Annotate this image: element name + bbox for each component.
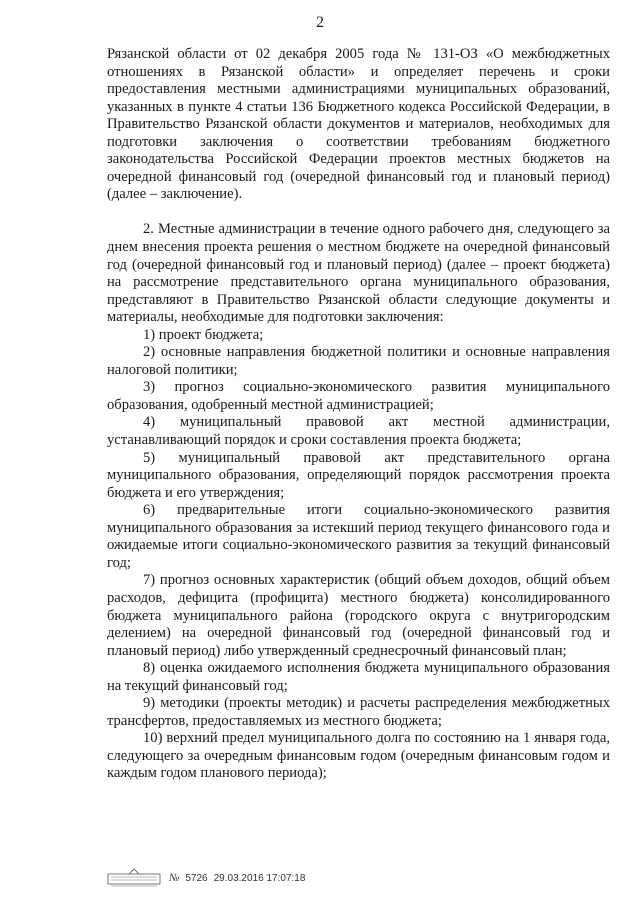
list-item-4: 4) муниципальный правовой акт местной администрации, устанавливающий порядок и сроки составления проекта бюджета; xyxy=(107,414,610,449)
paragraph-spacer xyxy=(107,204,610,222)
registration-number: 5726 xyxy=(185,872,208,884)
page-number: 2 xyxy=(316,14,324,31)
list-item-7: 7) прогноз основных характеристик (общий объем доходов, общий объем расходов, дефицита (профицита) местного бюджета) консолидированного бюджета муниципального района (городского округа с внутригородским делением) на очередной финансовый год (очередной финансовый год и плановый период) либо утвержденный среднесрочный финансовый план; xyxy=(107,572,610,659)
registration-info xyxy=(169,872,305,884)
registry-stamp-icon xyxy=(107,868,161,888)
document-body xyxy=(107,46,610,783)
list-item-6: 6) предварительные итоги социально-экономического развития муниципального образования за истекший период текущего финансового года и ожидаемые итоги социально-экономического развития за текущий финансовый год; xyxy=(107,502,610,571)
list-item-8: 8) оценка ожидаемого исполнения бюджета муниципального образования на текущий финансовый год; xyxy=(107,660,610,694)
list-item-1: 1) проект бюджета; xyxy=(143,326,264,343)
list-item-9: 9) методики (проекты методик) и расчеты распределения межбюджетных трансфертов, предоставляемых из местного бюджета; xyxy=(107,695,610,729)
paragraph-intro: Рязанской области от 02 декабря 2005 года № 131-ОЗ «О межбюджетных отношениях в Рязанской области» и определяет перечень и сроки предоставления местными администрациями муниципальных образований, указанных в пункте 4 статьи 136 Бюджетного кодекса Российской Федерации, в Правительство Рязанской области документов и материалов, необходимых для подготовки заключения о соответствии требованиям бюджетного законодательства Российской Федерации проектов местных бюджетов на очередной финансовый год (очередной финансовый год и плановый период) (далее – заключение). xyxy=(107,46,610,203)
paragraph-item-2: 2. Местные администрации в течение одного рабочего дня, следующего за днем внесения проекта решения о местном бюджете на очередной финансовый год (очередной финансовый год и плановый период) (далее – проект бюджета) на рассмотрение представительного органа муниципального образования, представляют в Правительство Рязанской области следующие документы и материалы, необходимые для подготовки заключения: xyxy=(107,221,610,326)
number-sign: № xyxy=(169,872,180,884)
list-item-3: 3) прогноз социально-экономического развития муниципального образования, одобренный местной администрацией; xyxy=(107,379,610,413)
list-item-10: 10) верхний предел муниципального долга по состоянию на 1 января года, следующего за очередным финансовым годом (очередным финансовым годом и каждым годом планового периода); xyxy=(107,730,610,782)
list-item-5: 5) муниципальный правовой акт представительного органа муниципального образования, определяющий порядок рассмотрения проекта бюджета и его утверждения; xyxy=(107,449,610,501)
list-item-2: 2) основные направления бюджетной политики и основные направления налоговой политики; xyxy=(107,344,610,378)
registration-footer xyxy=(107,866,305,890)
registration-timestamp: 29.03.2016 17:07:18 xyxy=(213,872,306,884)
